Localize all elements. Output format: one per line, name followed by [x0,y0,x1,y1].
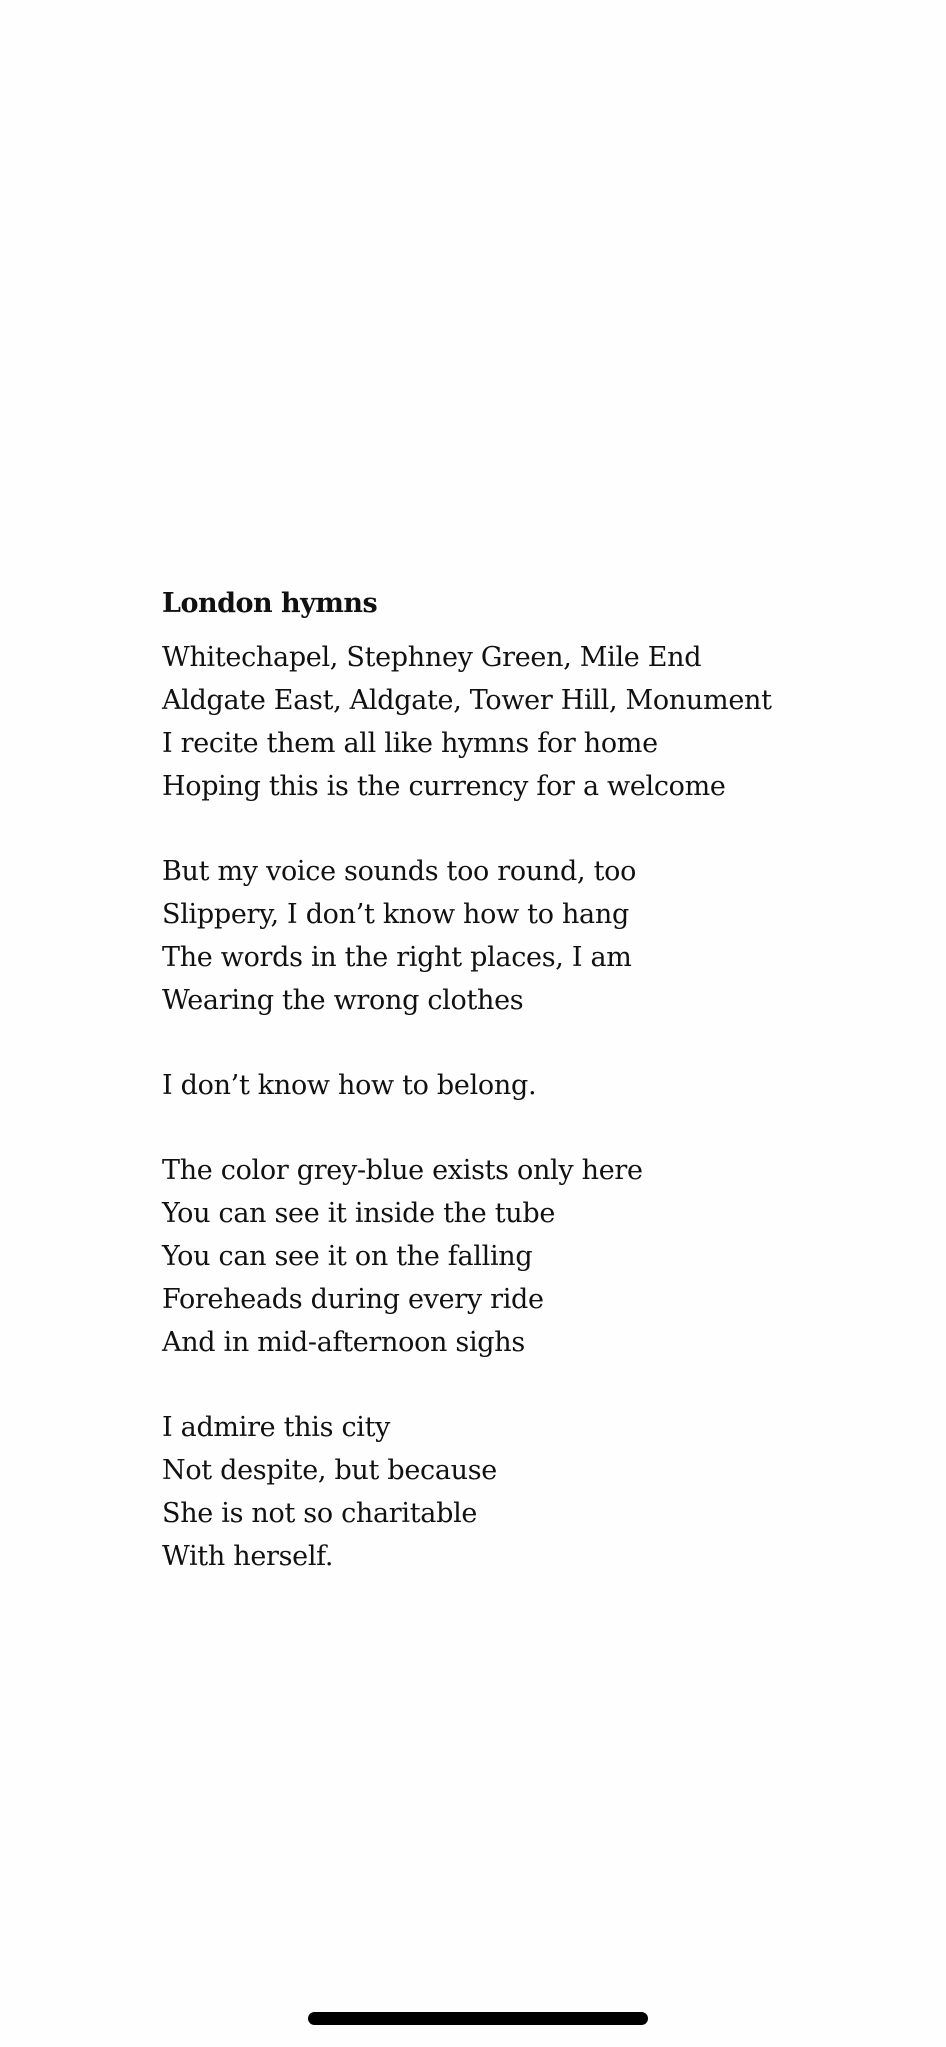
poem-line: Hoping this is the currency for a welcome [162,771,726,802]
stanza-5 [162,1406,882,1578]
stanza-4 [162,1149,882,1364]
poem-title: London hymns [162,588,378,619]
poem-line: Not despite, but because [162,1455,497,1486]
stanza-1 [162,636,882,808]
poem-line: The words in the right places, I am [162,942,632,973]
poem-line: Foreheads during every ride [162,1284,544,1315]
poem-line: Whitechapel, Stephney Green, Mile End [162,642,702,673]
poem-line: I admire this city [162,1412,391,1443]
poem-line: You can see it inside the tube [162,1198,556,1229]
poem-line: The color grey-blue exists only here [162,1155,643,1186]
poem-line: I recite them all like hymns for home [162,728,658,759]
poem-line: Slippery, I don’t know how to hang [162,899,629,930]
poem [162,582,882,1620]
poem-line: But my voice sounds too round, too [162,856,637,887]
poem-line: With herself. [162,1541,334,1572]
poem-line: Wearing the wrong clothes [162,985,524,1016]
poem-line: She is not so charitable [162,1498,478,1529]
poem-line: You can see it on the falling [162,1241,533,1272]
home-indicator[interactable] [308,2012,648,2025]
stanza-2 [162,850,882,1022]
poem-line: Aldgate East, Aldgate, Tower Hill, Monument [162,685,772,716]
stanza-3 [162,1064,882,1107]
poem-line: I don’t know how to belong. [162,1070,537,1101]
poem-line: And in mid-afternoon sighs [162,1327,525,1358]
